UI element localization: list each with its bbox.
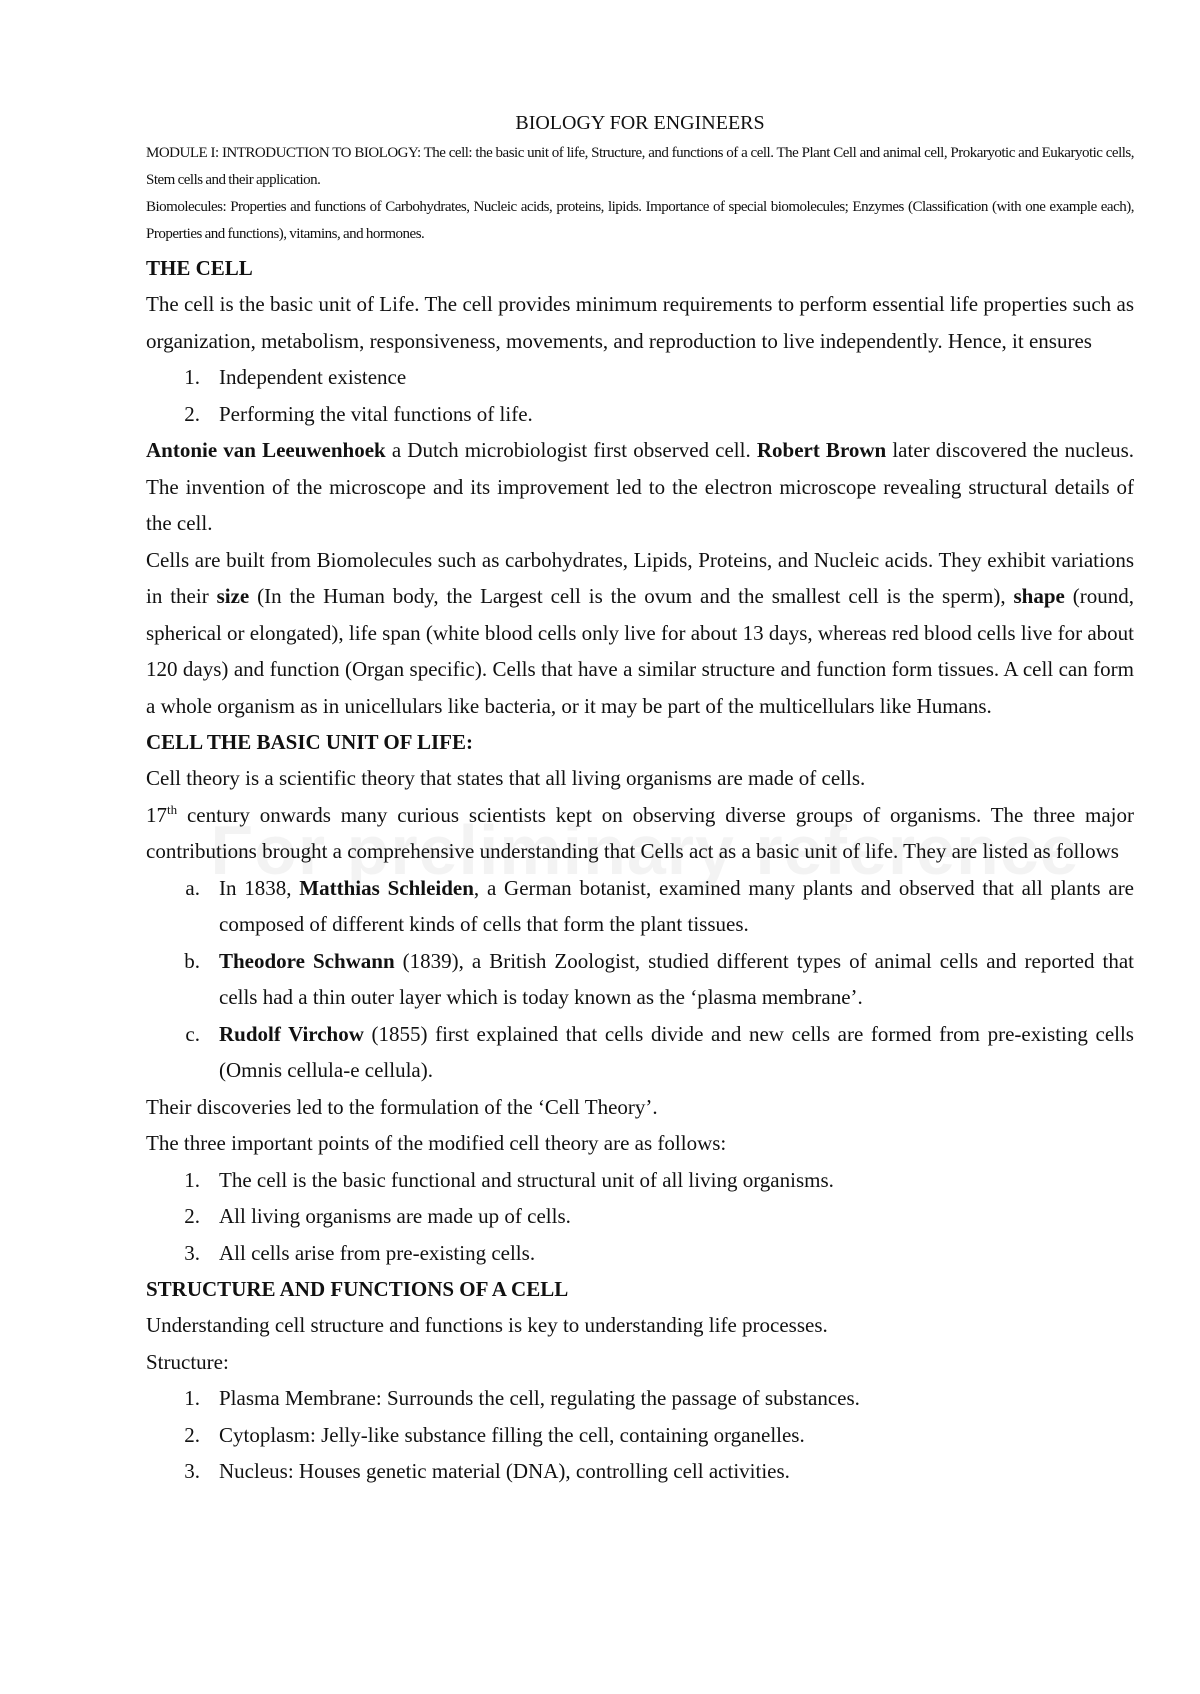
list-item-text [219,1016,1134,1089]
list-item [146,943,1134,1016]
bold-name: Robert Brown [756,438,887,462]
list-marker: 2. [184,1422,200,1447]
bold-name: Matthias Schleiden [299,875,474,900]
paragraph-text: (In the Human body, the Largest cell is the ovum and the smallest cell is the sperm), [249,584,1014,608]
list-item [146,1162,1134,1199]
bold-term: shape [1013,584,1065,608]
list-marker: 1. [184,1167,200,1192]
list-item-text: Plasma Membrane: Surrounds the cell, regulating the passage of substances. [219,1386,860,1410]
list-item-text: All cells arise from pre-existing cells. [219,1240,536,1265]
structure-list [146,1380,1134,1490]
bold-term: size [216,584,250,608]
list-marker: c. [185,1021,200,1046]
paragraph-text: later discovered the nucleus. The invention of the microscope and its improvement led to the electron microscope revealing structural details of the cell. [146,438,1134,535]
cell-theory-points-list [146,1162,1134,1272]
list-item [146,1016,1134,1089]
list-item [146,359,1134,396]
list-item-text: The cell is the basic functional and structural unit of all living organisms. [219,1167,834,1192]
list-item-text: Independent existence [219,365,407,389]
paragraph-text: Cells are built from Biomolecules such as carbohydrates, Lipids, Proteins, and Nucleic acids. They exhibit variations in their [146,547,1134,608]
section-heading-structure: STRUCTURE AND FUNCTIONS OF A CELL [146,1277,569,1301]
bold-name: Antonie van Leeuwenhoek [146,438,386,462]
document-title: BIOLOGY FOR ENGINEERS [515,112,765,134]
paragraph-text: century onwards many curious scientists kept on observing diverse groups of organisms. The three major contributions brought a comprehensive understanding that Cells act as a basic unit of life. They are listed as follows [146,802,1134,863]
the-cell-intro: The cell is the basic unit of Life. The cell provides minimum requirements to perform essential life properties such as organization, metabolism, responsiveness, movements, and reproduction to live independently. Hence, it ensures [146,292,1134,353]
item-text-post: (1855) first explained that cells divide and new cells are formed from pre-existing cells (Omnis cellula-e cellula). [219,1021,1134,1082]
cell-theory-definition: Cell theory is a scientific theory that states that all living organisms are made of cells. [146,766,866,790]
cell-ensures-list [146,359,1134,432]
bold-name: Rudolf Virchow [219,1021,364,1046]
list-item [146,1235,1134,1272]
paragraph-text: (round, spherical or elongated), life span (white blood cells only live for about 13 days, whereas red blood cells live for about 120 days) and function (Organ specific). Cells that have a similar structure and function form tissues. A cell can form a whole organism as in unicellulars like bacteria, or it may be part of the multicellulars like Humans. [146,584,1134,718]
list-marker: b. [184,948,200,973]
module-biomolecules: Biomolecules: Properties and functions of Carbohydrates, Nucleic acids, proteins, lipids. Importance of special biomolecules; Enzymes (Classification (with one example each), Properties and functions), vitamins, and hormones. [146,199,1134,242]
item-text-post: (1839), a British Zoologist, studied different types of animal cells and reported that cells had a thin outer layer which is today known as the ‘plasma membrane’. [219,948,1134,1009]
list-item-text [219,943,1134,1016]
list-marker: 2. [184,1204,200,1228]
century-paragraph [146,797,1134,870]
section-heading-the-cell: THE CELL [146,256,253,280]
list-marker: 3. [184,1459,200,1483]
item-text-post: , a German botanist, examined many plants and observed that all plants are composed of different kinds of cells that form the plant tissues. [219,875,1135,936]
list-marker: 2. [184,401,200,426]
biomolecules-paragraph [146,542,1134,725]
section-heading-basic-unit: CELL THE BASIC UNIT OF LIFE: [146,730,473,754]
list-marker: 3. [184,1240,200,1265]
list-item-text [219,870,1134,943]
structure-intro: Understanding cell structure and functions is key to understanding life processes. [146,1313,828,1337]
discovery-paragraph [146,432,1134,542]
list-item [146,1417,1134,1454]
list-marker: a. [185,875,200,900]
list-marker: 1. [184,1386,200,1410]
list-item [146,1198,1134,1235]
list-item-text: Performing the vital functions of life. [219,401,533,426]
list-item [146,1380,1134,1417]
list-item-text: All living organisms are made up of cells. [219,1204,571,1228]
ordinal-suffix: th [167,801,178,817]
paragraph-text: a Dutch microbiologist first observed cell. [385,438,757,462]
century-number: 17 [146,802,167,827]
bold-name: Theodore Schwann [219,948,395,973]
list-marker: 1. [184,365,200,389]
list-item [146,1453,1134,1490]
structure-label: Structure: [146,1349,229,1374]
discoveries-paragraph: Their discoveries led to the formulation of the ‘Cell Theory’. [146,1094,658,1119]
modified-theory-intro: The three important points of the modified cell theory are as follows: [146,1131,727,1155]
list-item-text: Nucleus: Houses genetic material (DNA), controlling cell activities. [219,1459,790,1483]
list-item [146,870,1134,943]
item-text-pre: In 1838, [219,875,300,900]
contributions-list [146,870,1134,1089]
list-item-text: Cytoplasm: Jelly-like substance filling the cell, containing organelles. [219,1422,805,1447]
list-item [146,396,1134,433]
module-description: MODULE I: INTRODUCTION TO BIOLOGY: The cell: the basic unit of life, Structure, and functions of a cell. The Plant Cell and animal cell, Prokaryotic and Eukaryotic cells, Stem cells and their application. [146,145,1134,188]
